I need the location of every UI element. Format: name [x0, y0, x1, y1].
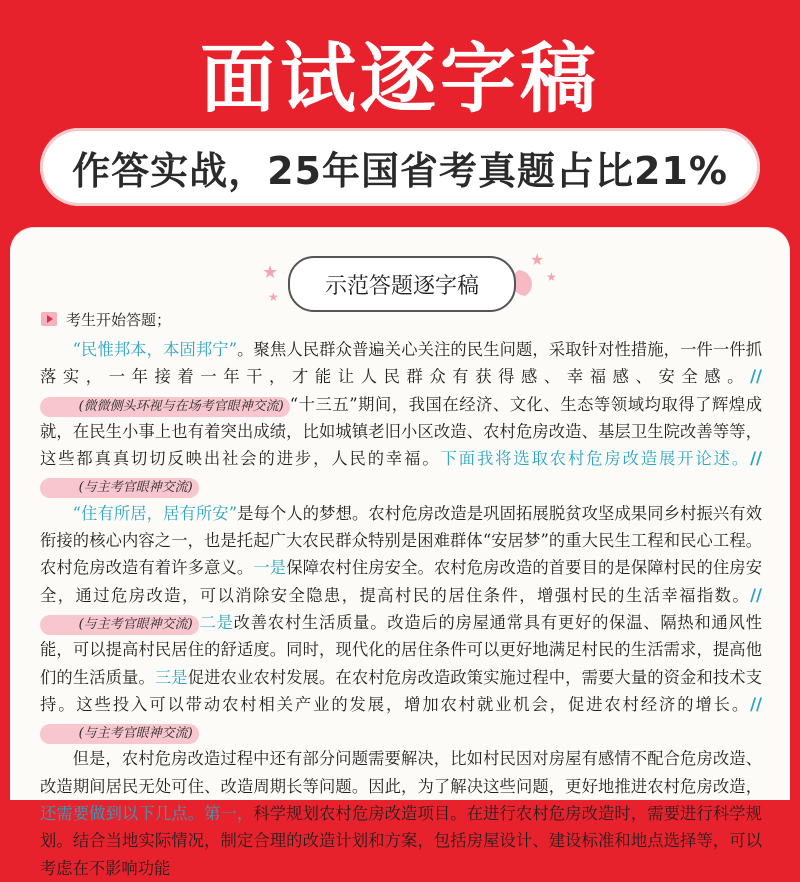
pause-mark: // — [750, 449, 762, 469]
pause-mark: // — [750, 585, 762, 605]
star-icon: ★ — [262, 262, 279, 283]
subtitle-text: 作答实战，25年国省考真题占比21% — [72, 148, 728, 193]
paragraph-3 — [40, 745, 762, 881]
paragraph-2-text-3: 改善农村生活质量。改造后的房屋通常具有更好的保温、隔热和通风性能，可以提高村民居住的舒适度。同时，现代化的居住条件可以更好地满足村民的生活需求，提高他们的生活质量。 — [40, 612, 762, 687]
quote-1: “民惟邦本，本固邦宁” — [72, 340, 238, 359]
paragraph-2-text-4: 促进农业农村发展。在农村危房改造政策实施过程中，需要大量的资金和技术支持。这些投入可以带动农村相关产业的发展，增加农村就业机会，促进农村经济的增长。 — [40, 667, 762, 714]
pause-mark: // — [750, 694, 762, 714]
paragraph-1-text-1: 。聚焦人民群众普遍关心关注的民生问题，采取针对性措施，一件一件抓落实，一年接着一年干，才能让人民群众有获得感、幸福感、安全感。 — [40, 340, 762, 387]
measures-intro: 还需要做到以下几点。第一， — [40, 804, 254, 824]
start-answer-row — [40, 308, 171, 330]
start-answer-label: 考生开始答题； — [66, 310, 172, 329]
paragraph-2-text-2: 保障农村住房安全。农村危房改造的首要目的是保障村民的住房安全，通过危房改造，可以消除安全隐患，提高村民的居住条件，增强村民的生活幸福指数。 — [40, 558, 762, 605]
action-tag: (与主考官眼神交流) — [40, 615, 199, 635]
action-tag: (与主考官眼神交流) — [40, 478, 199, 498]
paragraph-3-text-2: 科学规划农村危房改造项目。在进行农村危房改造时，需要进行科学规划。结合当地实际情况，制定合理的改造计划和方案，包括房屋设计、建设标准和地点选择等，可以考虑在不影响功能 — [40, 804, 762, 878]
point-two-label: 二是 — [198, 612, 234, 632]
star-icon: ★ — [546, 270, 557, 284]
play-arrow-icon — [40, 310, 58, 328]
star-icon: ★ — [268, 290, 279, 304]
action-tag: (与主考官眼神交流) — [40, 724, 199, 744]
paragraph-1 — [40, 336, 762, 500]
pause-mark: // — [750, 367, 762, 387]
star-icon: ★ — [530, 250, 545, 269]
paragraph-2 — [40, 500, 762, 746]
action-tag: (微微侧头环视与在场考官眼神交流) — [40, 397, 290, 417]
demo-answer-title: 示范答题逐字稿 — [288, 256, 516, 312]
topic-transition: 下面我将选取农村危房改造展开论述。 — [440, 449, 751, 469]
point-one-label: 一是 — [253, 558, 287, 578]
point-three-label: 三是 — [154, 667, 188, 687]
paragraph-2-text-1: 是每个人的梦想。农村危房改造是巩固拓展脱贫攻坚成果同乡村振兴有效衔接的核心内容之一，也是托起广大农民群众特别是困难群体“安居梦”的重大民生工程和民心工程。农村危房改造有着许多意义。 — [40, 503, 762, 578]
page-title: 面试逐字稿 — [200, 34, 600, 123]
subtitle-banner — [40, 128, 760, 206]
paragraph-1-text-2: “十三五”期间，我国在经济、文化、生态等领域均取得了辉煌成就，在民生小事上也有着突出成绩，比如城镇老旧小区改造、农村危房改造、基层卫生院改善等等，这些都真真切切反映出社会的进步，人民的幸福。 — [40, 394, 762, 469]
answer-body — [40, 336, 762, 882]
paragraph-3-text-1: 但是，农村危房改造过程中还有部分问题需要解决，比如村民因对房屋有感情不配合危房改造、改造期间居民无处可住、改造周期长等问题。因此，为了解决这些问题，更好地推进农村危房改造， — [40, 749, 762, 796]
quote-2: “住有所居，居有所安” — [72, 503, 238, 523]
